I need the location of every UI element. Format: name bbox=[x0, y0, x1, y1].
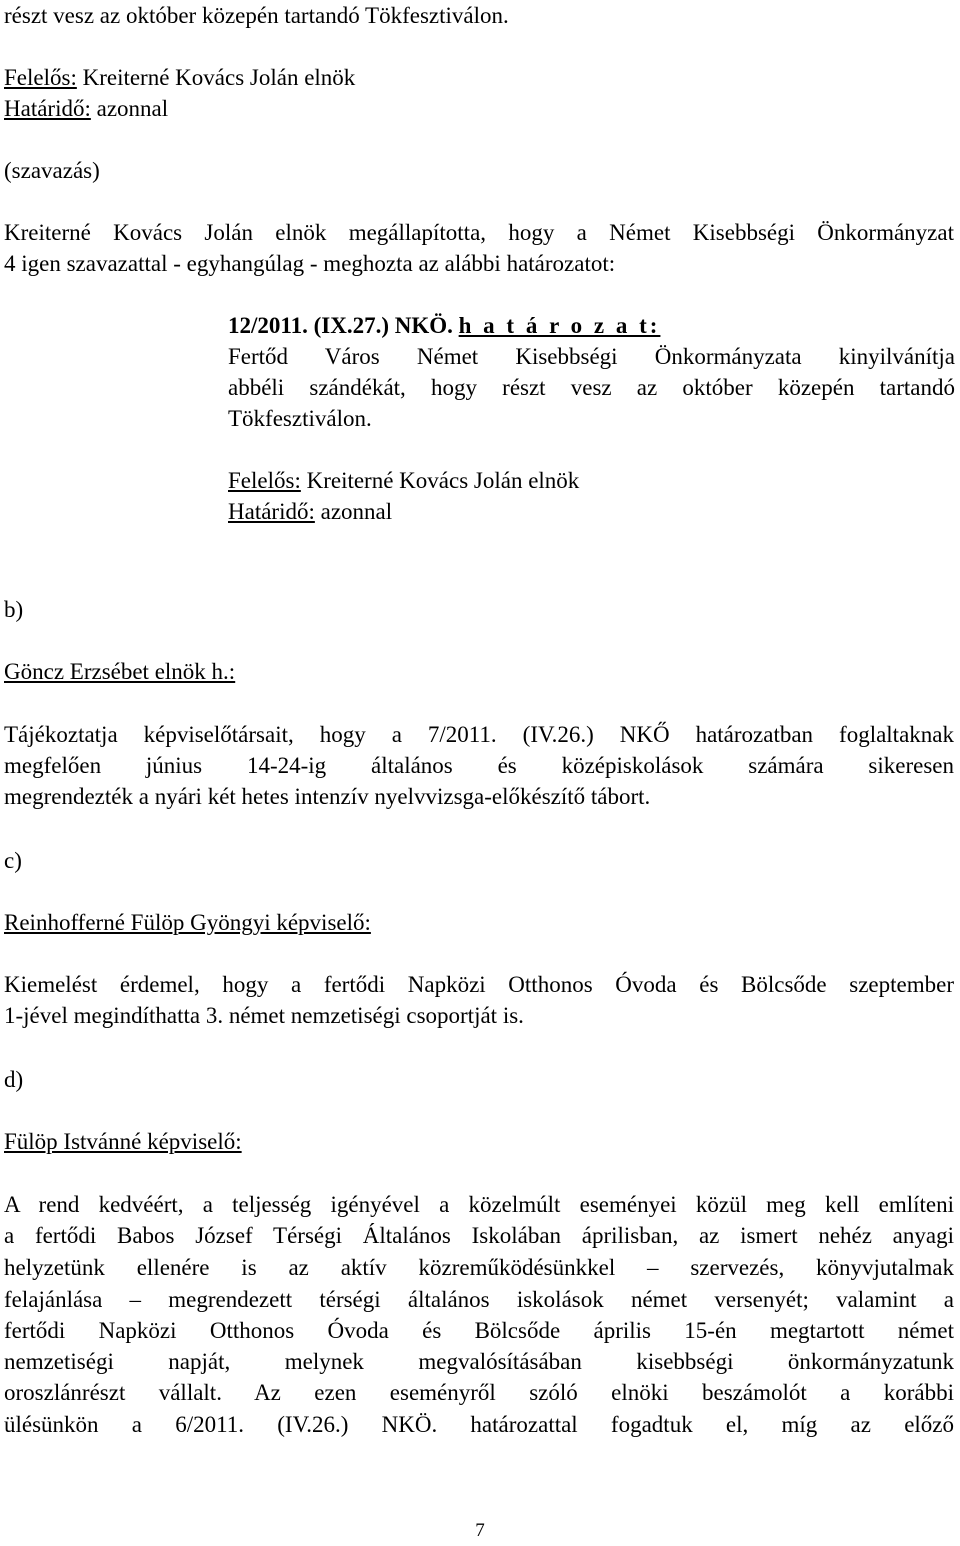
paragraph-line: helyzetünk ellenére is az aktív közreműködésünkkel – szervezés, könyvjutalmak bbox=[4, 1255, 954, 1280]
deadline-value: azonnal bbox=[314, 499, 393, 524]
resolution-heading: h a t á r o z a t: bbox=[458, 313, 661, 338]
responsible-value: Kreiterné Kovács Jolán elnök bbox=[76, 65, 356, 90]
speaker-goncz: Göncz Erzsébet elnök h.: bbox=[4, 659, 236, 684]
paragraph-line: nemzetiségi napját, melynek megvalósításában kisebbségi önkormányzatunk bbox=[4, 1349, 954, 1374]
paragraph-line: Tájékoztatja képviselőtársait, hogy a 7/2011. (IV.26.) NKŐ határozatban foglaltaknak bbox=[4, 722, 954, 747]
deadline-label: Határidő: bbox=[228, 499, 315, 524]
paragraph-line: ülésünkön a 6/2011. (IV.26.) NKÖ. határozattal fogadtuk el, míg az előző bbox=[4, 1412, 954, 1437]
section-letter-c: c) bbox=[4, 848, 22, 873]
resolution-deadline-line bbox=[228, 496, 392, 527]
deadline-label: Határidő: bbox=[4, 96, 91, 121]
responsible-label: Felelős: bbox=[4, 65, 77, 90]
paragraph-line: felajánlása – megrendezett térségi általános iskolások német versenyét; valamint a bbox=[4, 1287, 954, 1312]
resolution-responsible-line bbox=[228, 465, 579, 496]
resolution-text-line: Tökfesztiválon. bbox=[228, 406, 372, 431]
section-letter-b: b) bbox=[4, 597, 24, 622]
paragraph-line: megfelően június 14-24-ig általános és középiskolások számára sikeresen bbox=[4, 753, 954, 778]
paragraph-line: Kreiterné Kovács Jolán elnök megállapította, hogy a Német Kisebbségi Önkormányzat bbox=[4, 220, 954, 245]
section-letter-d: d) bbox=[4, 1067, 24, 1092]
paragraph-line: megrendezték a nyári két hetes intenzív nyelvvizsga-előkészítő tábort. bbox=[4, 784, 651, 809]
responsible-value: Kreiterné Kovács Jolán elnök bbox=[300, 468, 580, 493]
page-number: 7 bbox=[475, 1520, 485, 1541]
paragraph-line: Kiemelést érdemel, hogy a fertődi Napközi Otthonos Óvoda és Bölcsőde szeptember bbox=[4, 972, 954, 997]
paragraph-line: oroszlánrészt vállalt. Az ezen eseményről szóló elnöki beszámolót a korábbi bbox=[4, 1380, 954, 1405]
paragraph-line: 4 igen szavazattal - egyhangúlag - meghozta az alábbi határozatot: bbox=[4, 251, 616, 276]
deadline-value: azonnal bbox=[90, 96, 169, 121]
vote-note: (szavazás) bbox=[4, 158, 100, 183]
speaker-fulop: Fülöp Istvánné képviselő: bbox=[4, 1129, 242, 1154]
resolution-number: 12/2011. (IX.27.) NKÖ. bbox=[228, 313, 453, 338]
resolution-text-line: abbéli szándékát, hogy részt vesz az október közepén tartandó bbox=[228, 375, 955, 400]
resolution-text-line: Fertőd Város Német Kisebbségi Önkormányzata kinyilvánítja bbox=[228, 344, 955, 369]
speaker-reinhofferne: Reinhofferné Fülöp Gyöngyi képviselő: bbox=[4, 910, 371, 935]
resolution-title bbox=[228, 310, 660, 341]
paragraph-line: a fertődi Babos József Térségi Általános Iskolában áprilisban, az ismert nehéz anyagi bbox=[4, 1223, 954, 1248]
responsible-label: Felelős: bbox=[228, 468, 301, 493]
paragraph-line: 1-jével megindíthatta 3. német nemzetiségi csoportját is. bbox=[4, 1003, 524, 1028]
deadline-line bbox=[4, 93, 168, 124]
paragraph-line: fertődi Napközi Otthonos Óvoda és Bölcsőde április 15-én megtartott német bbox=[4, 1318, 954, 1343]
paragraph-continuation: részt vesz az október közepén tartandó Tökfesztiválon. bbox=[4, 3, 509, 28]
paragraph-line: A rend kedvéért, a teljesség igényével a közelmúlt eseményei közül meg kell említeni bbox=[4, 1192, 954, 1217]
responsible-line bbox=[4, 62, 355, 93]
